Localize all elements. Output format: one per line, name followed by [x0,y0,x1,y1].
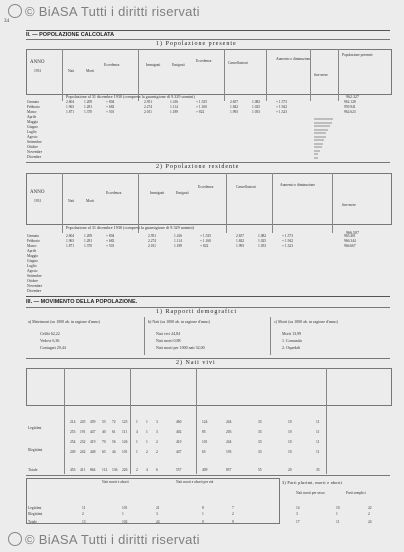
table-cell: 2 [136,468,138,472]
demo-c-line1: Morti 13,99 [282,331,302,336]
watermark-bottom: © BiASA Tutti i diritti riservati [8,532,200,547]
table-row: Gennaio 2.604 1.209 + 804 2.951 1.416 + 1.535 2.657 1.082 + 1.573 965.401 [27,234,356,238]
table-cell: 410 [176,440,182,444]
table-cell: 2 [146,450,148,454]
births-title: 2) Nati vivi [176,360,216,366]
table-row: Legittimi 11 101 21 8 7 14 10 22 [28,506,372,510]
table-row: Giugno [27,125,38,129]
table-cell: 6 [156,468,158,472]
table-cell: 1 [146,420,148,424]
table-cell: 70 [102,440,106,444]
table-cell: 402 [176,430,182,434]
page-number: 34 [4,19,9,24]
table-cell: 55 [258,468,262,472]
table-cell: 10 [288,430,292,434]
t3-title: 3) Parti plurimi, morti e aborti [282,480,343,485]
table-row: Totale 13 102 24 9 9 17 11 24 [28,520,372,524]
page-content [26,28,390,528]
month-fill-bar [314,143,323,145]
t3-h-3: Parti semplici [346,491,366,495]
table2-divider [226,173,227,233]
t1-h-morti: Morti [86,69,95,73]
table-row [26,430,390,435]
rule [26,39,390,40]
table-cell: 203 [226,430,232,434]
table-row [26,468,390,473]
table-cell: 53 [102,420,106,424]
table-row: Ottobre [27,145,38,149]
section-iii-title: III. — MOVIMENTO DELLA POPOLAZIONE. [26,299,138,305]
table-row: Aprile [27,115,37,119]
table2-divider [332,173,333,233]
t1-h-immigrati: Immigrati [146,63,161,67]
biasa-logo-icon [8,4,22,18]
table-cell: 3 [156,420,158,424]
table-cell: 214 [70,420,76,424]
table-cell: 136 [112,468,118,472]
table-cell: 191 [80,430,86,434]
demo-b-line3: Nati morti per 1000 nati 32,00 [156,345,205,350]
month-fill-bar [314,139,324,141]
table-cell: 1 [136,440,138,444]
table-cell: 453 [70,468,76,472]
births-illegit-label: Illegittimi [28,448,43,452]
table-row: Luglio [27,130,37,134]
table-row: Settembre [27,274,42,278]
table-cell: 2 [156,440,158,444]
table-row [26,440,390,445]
table-cell: 33 [258,420,262,424]
month-fill-bar [314,146,322,148]
table-cell: 11 [316,420,320,424]
table-row: Febbraio 1.963 1.281 + 682 2.274 1.114 + 1.160 1.842 1.025 + 1.942 959.941 [27,105,356,109]
table-cell: 253 [70,430,76,434]
t1-h-eccedenza2: Eccedenza [196,59,212,63]
table2-divider [62,173,63,233]
table-cell: 85 [202,430,206,434]
table-row: Dicembre [27,155,42,159]
t2-h-aumento: Aumento o diminuzione [280,183,315,187]
demographic-col-b: b) Nati (su 1000 ab. in ragione d'anno) [148,319,210,324]
table-row: Novembre [27,150,43,154]
table-cell: 33 [258,450,262,454]
table-row: Gennaio 2.604 1.209 + 804 2.951 1.416 + 1.535 2.657 1.082 + 1.573 962.128 [27,100,356,104]
table-cell: 448 [90,450,96,454]
births-legit-label: Legittimi [28,426,42,430]
births-header-box [26,368,392,406]
table-cell: 254 [70,440,76,444]
births-total-label: Totale [28,468,38,472]
table-cell: 1 [136,450,138,454]
table1-divider [62,49,63,101]
table-row: Dicembre [27,289,42,293]
table-cell: 459 [90,420,96,424]
demo-b-line2: Nati morti 0,88 [156,338,181,343]
t1-h-eccedenza: Eccedenza [104,63,120,67]
section-ii-title: II. — POPOLAZIONE CALCOLATA [26,32,115,38]
table-cell: 226 [122,468,128,472]
t2-h-nati: Nati [68,199,75,203]
table-cell: 33 [258,430,262,434]
demo-c-line3: 2. Ospedali [282,345,301,350]
t2-h-immigrati: Immigrati [150,191,165,195]
rule [26,30,390,31]
t2-h-emigrati: Emigrati [176,191,189,195]
t1-h-year: 1931 [34,69,42,73]
table-cell: 11 [316,440,320,444]
stillbirth-box [26,478,280,524]
t1-h-fine-mese: fine mese [314,73,328,77]
table2-divider [138,173,139,233]
table-cell: 124 [202,420,208,424]
demo-c-line2: 1. Comunità [282,338,302,343]
table-cell: 4 [146,468,148,472]
demographic-divider [270,317,271,355]
t1-h-anno: ANNO [30,60,45,65]
demographic-title: 1) Rapporti demografici [156,309,237,315]
table-cell: 65 [202,450,206,454]
watermark-top: © BiASA Tutti i diritti riservati [8,4,200,19]
table-cell: 557 [176,468,182,472]
table-cell: 10 [288,450,292,454]
table-cell: 11 [316,430,320,434]
table-cell: 40 [102,430,106,434]
demographic-col-c: c) Morti (su 1000 ab. in ragione d'anno) [274,319,338,324]
table2-summary: Popolazione al 31 dicembre 1930 (compresi la guarnigione di 9.329 uomini) [66,225,195,230]
table-cell: 11 [316,450,320,454]
t1-h-nati: Nati [68,69,75,73]
table-cell: 2 [156,450,158,454]
table1-divider [310,49,311,101]
table-cell: 3 [156,430,158,434]
rule [26,162,390,163]
table-cell: 419 [90,440,96,444]
table-row [26,450,390,455]
t2-h-cancellazioni: Cancellazioni [236,185,256,189]
table-cell: 244 [226,440,232,444]
table-cell: 411 [80,468,86,472]
table-cell: 447 [176,450,182,454]
t1-h-pop-presente: Popolazione presente [342,53,373,57]
table1-divider [338,49,339,101]
demo-a-line2: Vedovi 6,36 [40,338,60,343]
table-cell: 125 [122,420,128,424]
table-row: Aprile [27,249,37,253]
table-row: Settembre [27,140,42,144]
t3-h-2: Nati morti per sesso [296,491,325,495]
table-cell: 857 [226,468,232,472]
table-cell: 126 [122,440,128,444]
month-fill-bar [314,132,326,134]
t1-h-aumento: Aumento o diminuzione [276,57,311,61]
table-row: Maggio [27,120,39,124]
table-row: Marzo 1.871 1.370 + 501 2.011 1.189 + 822 1.993 1.053 + 1.323 962.623 [27,110,356,114]
month-fill-bar [314,129,328,131]
table1-divider [224,49,225,101]
table-cell: 242 [80,450,86,454]
month-fill-bar [314,118,333,120]
t1-h-cancellazioni: Cancellazioni [228,61,248,65]
table-cell: 101 [202,440,208,444]
demo-a-line1: Celibi 62,22 [40,331,60,336]
table-cell: 249 [70,450,76,454]
t2-h-eccedenza: Eccedenza [106,191,122,195]
month-fill-bar [314,122,332,124]
table-cell: 245 [80,420,86,424]
biasa-logo-icon [8,532,22,546]
table2-header-box [26,173,392,225]
month-fill-bar [314,153,318,155]
table-row: Maggio [27,254,39,258]
table-cell: 4 [136,430,138,434]
rule [26,358,390,359]
table-cell: 56 [112,440,116,444]
rule [26,296,390,297]
table-cell: 33 [258,440,262,444]
rule [26,307,390,308]
t2-h-morti: Morti [86,199,95,203]
table-row: Giugno [27,259,38,263]
table-cell: 35 [316,468,320,472]
table-cell: 111 [122,430,128,434]
table-cell: 101 [122,450,128,454]
rule [26,475,390,476]
table-cell: 193 [226,450,232,454]
t3-h-0: Nati morti e aborti [102,480,129,484]
table-row: Agosto [27,269,38,273]
table-row: Luglio [27,264,37,268]
table2-right-value: 966.507 [346,230,359,235]
table-cell: 409 [202,468,208,472]
t2-h-anno: ANNO [30,190,45,195]
table1-right-value: 962.327 [346,94,359,99]
t2-h-year: 1931 [34,199,42,203]
table-cell: 20 [288,468,292,472]
month-fill-bar [314,125,330,127]
table-cell: 72 [112,420,116,424]
table1-title: 1) Popolazione presente [156,41,237,47]
table-cell: 1 [136,420,138,424]
month-fill-bar [314,136,326,138]
t2-h-fine-mese: fine mese [342,203,356,207]
table-row [26,420,390,425]
table-cell: 232 [80,440,86,444]
month-fill-bar [314,157,318,159]
table-cell: 460 [176,420,182,424]
table-row: Illegittimi 2 1 3 1 2 3 1 2 [28,512,370,516]
table-cell: 447 [90,430,96,434]
table-row: Ottobre [27,279,38,283]
demo-a-line3: Coniugati 29,44 [40,345,66,350]
table-cell: 864 [90,468,96,472]
table1-divider [266,49,267,101]
table-cell: 244 [226,420,232,424]
table-cell: 63 [102,450,106,454]
table-cell: 1 [146,440,148,444]
table2-divider [272,173,273,233]
table-row: Novembre [27,284,43,288]
table-cell: 10 [288,420,292,424]
table-cell: 1 [146,430,148,434]
demographic-divider [144,317,145,355]
t2-h-eccedenza2: Eccedenza [198,185,214,189]
demo-b-line1: Nati vivi 24,84 [156,331,181,336]
t1-h-emigrati: Emigrati [172,63,185,67]
table1-summary: Popolazione al 31 dicembre 1930 (compresa la guarnigione di 9.329 uomini) [66,94,195,99]
table-row: Febbraio 1.963 1.281 + 682 2.274 1.114 + 1.160 1.842 1.025 + 1.942 966.344 [27,239,356,243]
table-row: Marzo 1.871 1.370 + 501 2.011 1.189 + 822 1.993 1.053 + 1.323 966.667 [27,244,356,248]
table2-title: 2) Popolazione residente [156,164,240,170]
table-cell: 61 [112,430,116,434]
table-cell: 112 [102,468,108,472]
demographic-col-a: a) Matrimoni (su 1000 ab. in ragione d'anno) [28,319,100,324]
table-cell: 44 [112,450,116,454]
t3-h-1: Nati morti e aborti per età [176,480,214,484]
month-fill-bar [314,150,320,152]
table-cell: 10 [288,440,292,444]
table-row: Agosto [27,135,38,139]
